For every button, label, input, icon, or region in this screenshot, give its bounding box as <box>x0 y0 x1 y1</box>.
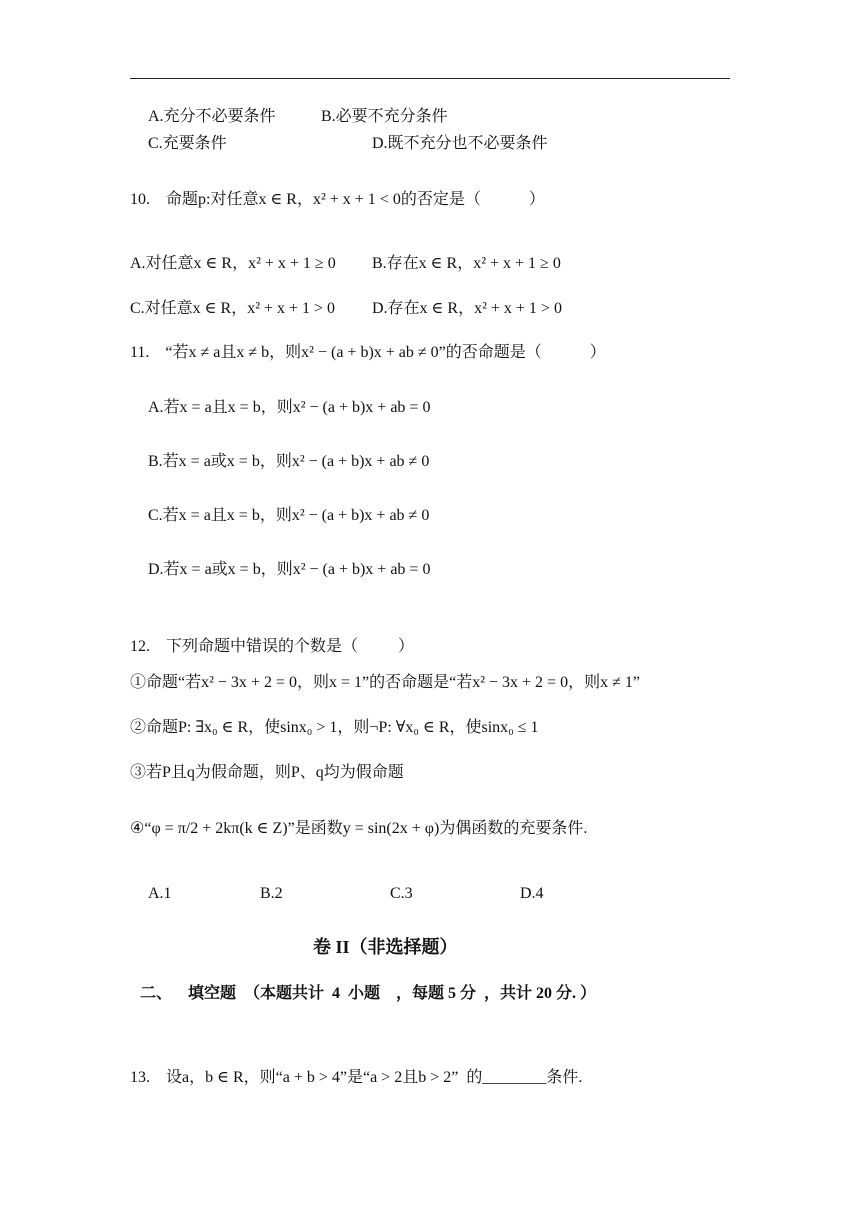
q11-stem: 11. “若x ≠ a且x ≠ b，则x² − (a + b)x + ab ≠ 0”的否命题是（ ） <box>130 344 606 361</box>
q12-option-b: B.2 <box>260 885 283 902</box>
q10-stem: 10. 命题p:对任意x ∈ R，x² + x + 1 < 0的否定是（ ） <box>130 191 545 208</box>
q9-option-b: B.必要不充分条件 <box>321 108 448 125</box>
q12-option-c: C.3 <box>390 885 413 902</box>
q11-option-d: D.若x = a或x = b，则x² − (a + b)x + ab = 0 <box>148 561 431 578</box>
q12-item-1: ①命题“若x² − 3x + 2 = 0，则x = 1”的否命题是“若x² − 3x + 2 = 0，则x ≠ 1” <box>130 674 640 691</box>
q9-option-a: A.充分不必要条件 <box>148 108 276 125</box>
q12-stem: 12. 下列命题中错误的个数是（ ） <box>130 638 415 655</box>
q12-item-3: ③若P且q为假命题，则P、q均为假命题 <box>130 764 404 781</box>
section-title: 卷 II（非选择题） <box>313 937 458 957</box>
q12-option-d: D.4 <box>520 885 544 902</box>
q10-option-b: B.存在x ∈ R，x² + x + 1 ≥ 0 <box>372 255 561 272</box>
q11-option-a: A.若x = a且x = b，则x² − (a + b)x + ab = 0 <box>148 399 431 416</box>
q11-option-b: B.若x = a或x = b，则x² − (a + b)x + ab ≠ 0 <box>148 453 430 470</box>
q13-stem: 13. 设a，b ∈ R，则“a + b > 4”是“a > 2且b > 2” 的________条件. <box>130 1069 583 1086</box>
q10-option-a: A.对任意x ∈ R，x² + x + 1 ≥ 0 <box>130 255 336 272</box>
q12-item-2: ②命题P: ∃x₀ ∈ R，使sinx₀ > 1，则¬P: ∀x₀ ∈ R，使sinx₀ ≤ 1 <box>130 719 539 736</box>
q12-item-4: ④“φ = π/2 + 2kπ(k ∈ Z)”是函数y = sin(2x + φ)为偶函数的充要条件. <box>130 820 588 837</box>
q9-option-c: C.充要条件 <box>148 135 227 152</box>
q9-option-d: D.既不充分也不必要条件 <box>372 135 548 152</box>
q10-option-c: C.对任意x ∈ R，x² + x + 1 > 0 <box>130 300 336 317</box>
q10-option-d: D.存在x ∈ R，x² + x + 1 > 0 <box>372 300 562 317</box>
section-heading: 二、 填空题 （本题共计 4 小题 ，每题 5 分 ，共计 20 分. ） <box>140 985 597 1002</box>
q12-option-a: A.1 <box>148 885 172 902</box>
q11-option-c: C.若x = a且x = b，则x² − (a + b)x + ab ≠ 0 <box>148 507 430 524</box>
header-rule <box>130 78 730 79</box>
